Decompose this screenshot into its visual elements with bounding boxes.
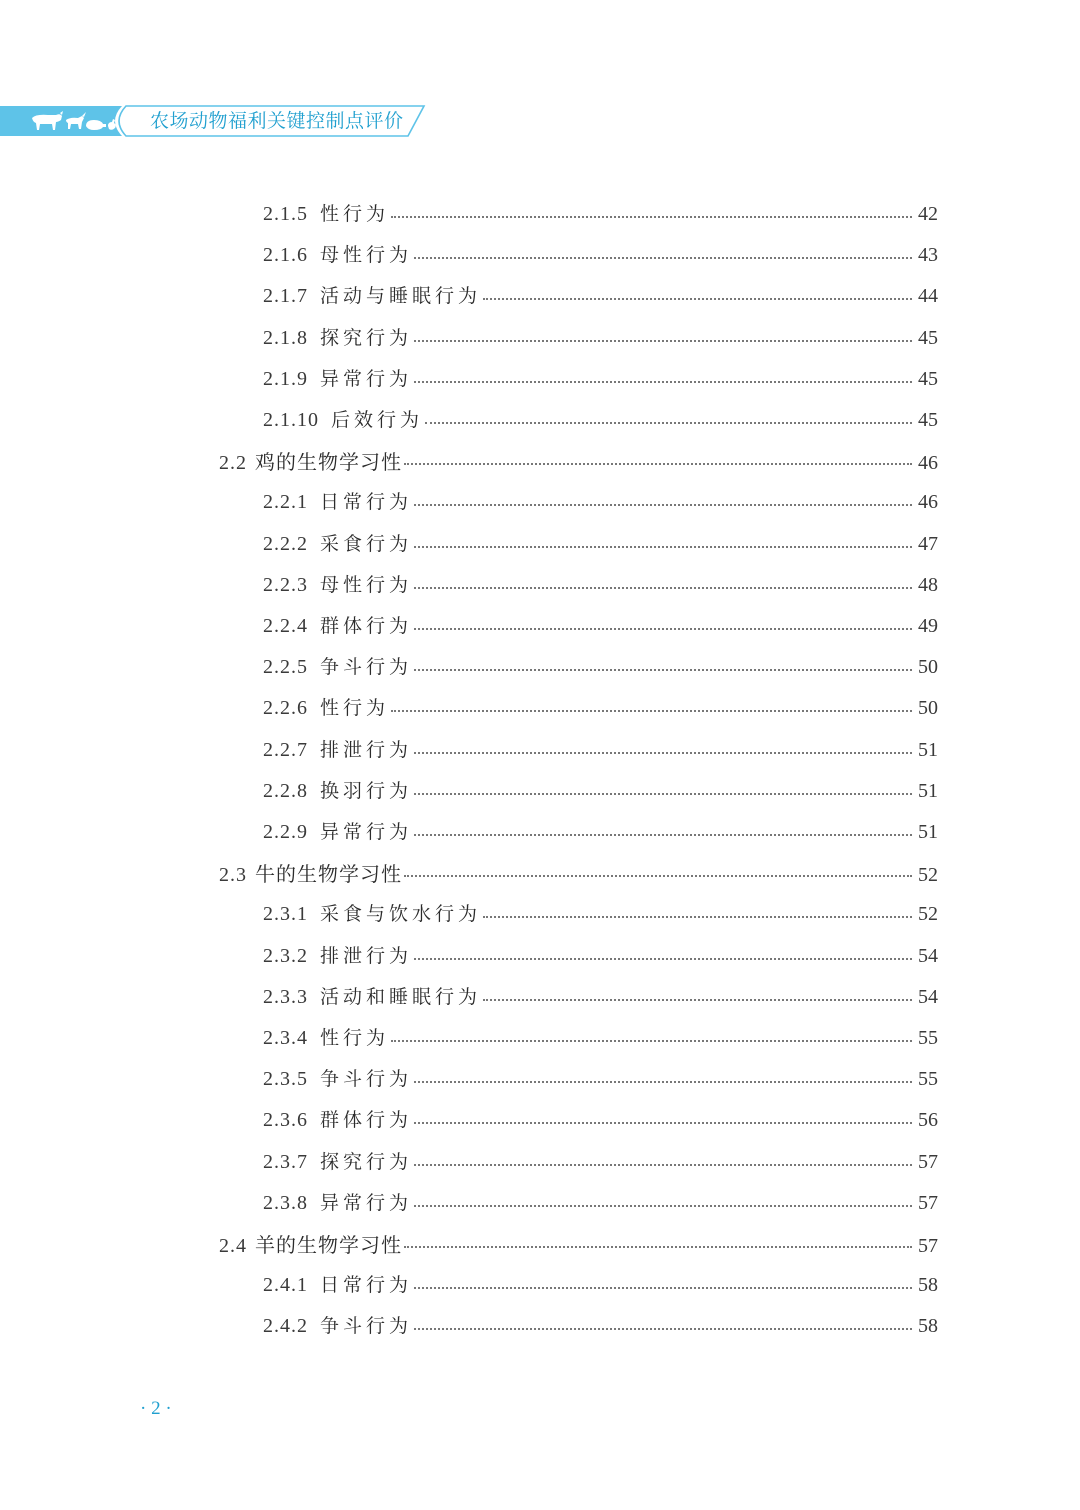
toc-entry-title: 日常行为 [320,491,413,514]
toc-dot-leader [414,1287,912,1289]
toc-dot-leader [414,628,912,630]
toc-entry-page: 55 [918,1027,938,1049]
toc-entry-title: 鸡的生物学习性 [255,450,402,475]
toc-entry-number: 2.4.1 [263,1274,308,1297]
toc-dot-leader [414,752,912,754]
toc-entry-page: 51 [918,738,938,761]
toc-dot-leader [414,958,912,960]
toc-entry[interactable] [219,1229,938,1259]
toc-dot-leader [483,916,912,918]
toc-entry[interactable] [263,652,938,682]
toc-entry[interactable] [263,693,938,723]
toc-dot-leader [483,298,912,300]
toc-dot-leader [414,1081,912,1083]
toc-dot-leader [414,546,912,548]
toc-dot-leader [391,710,912,712]
toc-entry-number: 2.1.7 [263,285,308,308]
toc-entry-title: 异常行为 [320,367,413,390]
toc-entry-title: 换羽行为 [320,779,413,802]
toc-entry-number: 2.4 [219,1235,247,1257]
toc-entry[interactable] [263,1023,938,1053]
toc-entry-page: 54 [918,944,938,967]
toc-dot-leader [414,1164,912,1166]
toc-entry-number: 2.1.6 [263,244,308,267]
toc-entry[interactable] [263,281,938,311]
toc-entry-title: 活动和睡眠行为 [320,985,482,1008]
toc-entry-title: 性行为 [320,697,390,720]
toc-entry-page: 45 [918,409,938,431]
toc-entry[interactable] [263,899,938,929]
toc-entry-title: 性行为 [320,1027,390,1049]
toc-entry[interactable] [263,735,938,765]
toc-entry-number: 2.1.5 [263,203,308,225]
toc-dot-leader [404,875,912,877]
toc-entry-page: 43 [918,244,938,267]
running-header [0,104,440,138]
toc-entry-title: 日常行为 [320,1274,413,1297]
toc-entry[interactable] [263,1105,938,1135]
toc-entry-number: 2.3.1 [263,903,308,926]
toc-entry[interactable] [263,1147,938,1177]
toc-entry-title: 母性行为 [320,573,413,596]
toc-dot-leader [391,1040,912,1042]
toc-entry-page: 51 [918,779,938,802]
toc-entry-page: 50 [918,697,938,720]
toc-entry-number: 2.3.7 [263,1150,308,1173]
toc-entry[interactable] [219,858,938,888]
toc-entry-number: 2.2.1 [263,491,308,514]
toc-entry-page: 50 [918,656,938,679]
toc-entry-title: 异常行为 [320,1191,413,1214]
toc-entry-number: 2.4.2 [263,1315,308,1338]
toc-entry-number: 2.1.9 [263,367,308,390]
toc-entry-page: 45 [918,367,938,390]
toc-entry-page: 54 [918,985,938,1008]
toc-dot-leader [414,834,912,836]
toc-entry[interactable] [219,446,938,476]
toc-entry-number: 2.1.10 [263,409,319,431]
toc-entry-number: 2.2.9 [263,821,308,843]
toc-dot-leader [425,422,912,424]
toc-entry-page: 44 [918,285,938,308]
toc-dot-leader [414,340,912,342]
toc-entry[interactable] [263,487,938,517]
toc-entry-title: 活动与睡眠行为 [320,285,482,308]
toc-dot-leader [404,1246,912,1248]
toc-dot-leader [414,1205,912,1207]
toc-entry-number: 2.3.5 [263,1068,308,1091]
toc-entry[interactable] [263,529,938,559]
page-number: · 2 · [140,1398,172,1419]
toc-entry[interactable] [263,323,938,353]
toc-entry-page: 57 [918,1235,938,1257]
toc-entry[interactable] [263,776,938,806]
toc-entry-title: 牛的生物学习性 [255,862,402,887]
toc-entry-page: 57 [918,1191,938,1214]
toc-entry-title: 争斗行为 [320,1068,413,1091]
toc-dot-leader [414,1122,912,1124]
toc-entry-number: 2.3.4 [263,1027,308,1049]
toc-dot-leader [414,1328,912,1330]
toc-entry[interactable] [263,941,938,971]
toc-entry[interactable] [263,1064,938,1094]
toc-entry-page: 58 [918,1274,938,1297]
toc-dot-leader [414,793,912,795]
toc-entry-title: 排泄行为 [320,738,413,761]
toc-entry-page: 49 [918,615,938,637]
toc-entry-number: 2.2.7 [263,738,308,761]
toc-entry-page: 45 [918,326,938,349]
toc-entry-page: 46 [918,452,938,475]
toc-entry-number: 2.2.4 [263,615,308,637]
toc-entry-title: 争斗行为 [320,656,413,679]
toc-entry-number: 2.2.2 [263,532,308,555]
toc-dot-leader [483,999,912,1001]
toc-entry-title: 性行为 [320,203,390,225]
toc-entry-page: 42 [918,203,938,225]
toc-entry[interactable] [263,817,938,847]
toc-entry-title: 后效行为 [331,409,424,431]
toc-entry-page: 56 [918,1109,938,1132]
toc-entry[interactable] [263,199,938,229]
toc-entry[interactable] [263,364,938,394]
toc-entry-number: 2.3.2 [263,944,308,967]
toc-entry[interactable] [263,1188,938,1218]
toc-entry-number: 2.3.3 [263,985,308,1008]
header-title: 农场动物福利关键控制点评价 [150,110,404,132]
toc-dot-leader [414,504,912,506]
toc-dot-leader [414,381,912,383]
toc-dot-leader [414,257,912,259]
toc-entry-title: 探究行为 [320,1150,413,1173]
toc-entry-page: 46 [918,491,938,514]
toc-entry-page: 52 [918,864,938,887]
toc-entry-title: 群体行为 [320,615,413,637]
toc-entry-number: 2.3 [219,864,247,887]
toc-entry-page: 57 [918,1150,938,1173]
toc-entry-number: 2.2.8 [263,779,308,802]
toc-entry-title: 采食行为 [320,532,413,555]
toc-dot-leader [414,669,912,671]
toc-entry[interactable] [263,405,938,435]
toc-entry-title: 采食与饮水行为 [320,903,482,926]
toc-dot-leader [404,463,912,465]
toc-entry[interactable] [263,1270,938,1300]
toc-entry-title: 争斗行为 [320,1315,413,1338]
toc-entry[interactable] [263,1311,938,1341]
toc-entry-number: 2.2.5 [263,656,308,679]
toc-entry-title: 母性行为 [320,244,413,267]
toc-entry[interactable] [263,570,938,600]
toc-entry-title: 探究行为 [320,326,413,349]
toc-entry-page: 47 [918,532,938,555]
toc-dot-leader [414,587,912,589]
toc-entry-number: 2.2 [219,452,247,475]
toc-entry-page: 51 [918,821,938,843]
toc-dot-leader [391,216,912,218]
toc-entry-page: 58 [918,1315,938,1338]
toc-entry[interactable] [263,240,938,270]
toc-entry-number: 2.2.3 [263,573,308,596]
toc-entry-number: 2.3.8 [263,1191,308,1214]
toc-entry-page: 48 [918,573,938,596]
toc-entry[interactable] [263,982,938,1012]
toc-entry-page: 55 [918,1068,938,1091]
toc-entry-title: 群体行为 [320,1109,413,1132]
toc-entry-number: 2.1.8 [263,326,308,349]
toc-entry-number: 2.3.6 [263,1109,308,1132]
toc-entry-title: 排泄行为 [320,944,413,967]
toc-entry[interactable] [263,611,938,641]
toc-entry-title: 异常行为 [320,821,413,843]
toc-entry-page: 52 [918,903,938,926]
toc-entry-title: 羊的生物学习性 [255,1233,402,1257]
toc-entry-number: 2.2.6 [263,697,308,720]
